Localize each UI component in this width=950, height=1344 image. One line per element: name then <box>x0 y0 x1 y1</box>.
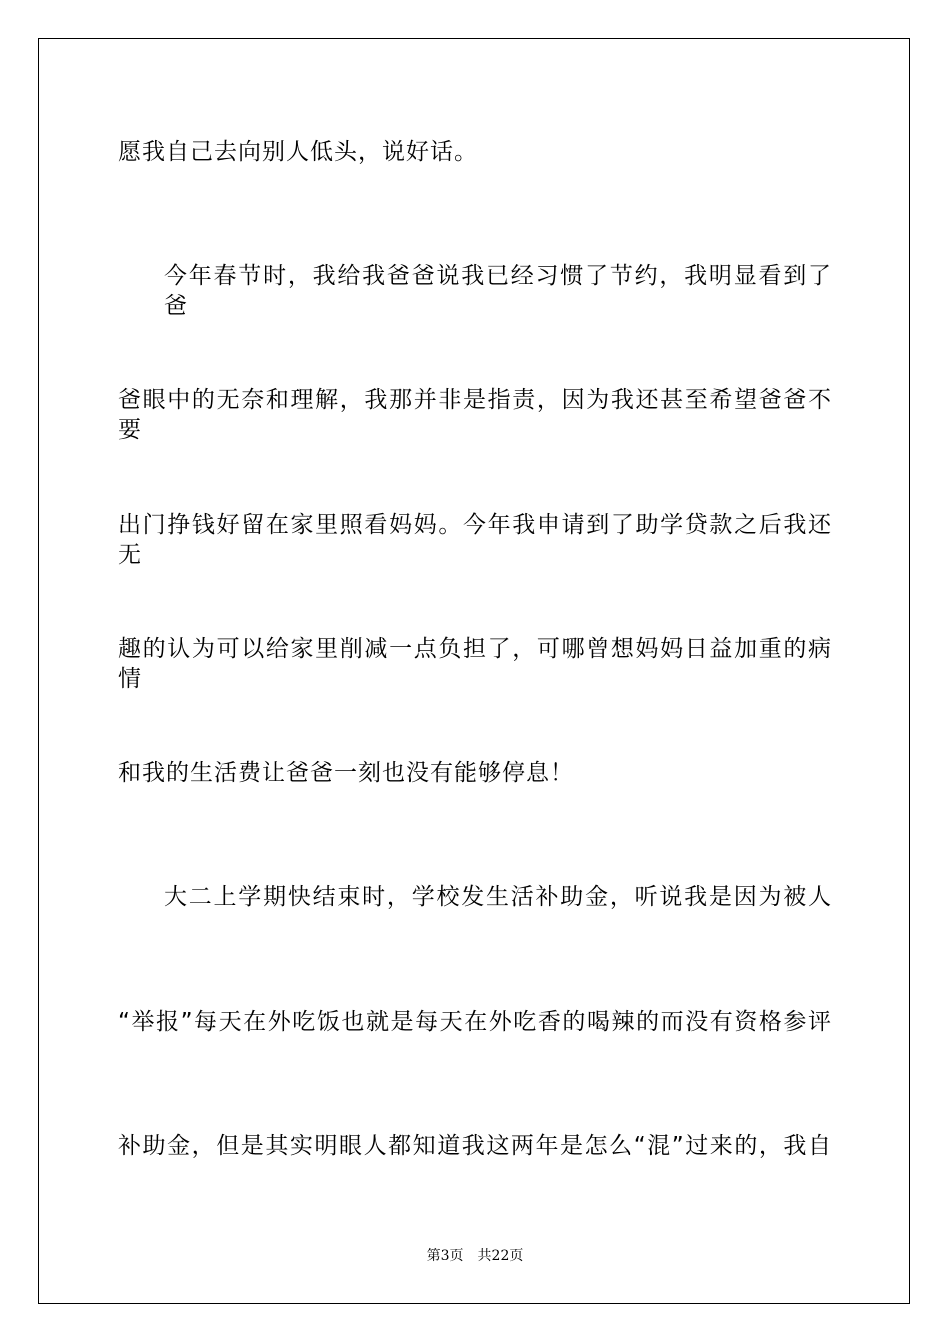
paragraph-start-line: 大二上学期快结束时，学校发生活补助金，听说我是因为被人 <box>164 884 832 910</box>
text-line: 趣的认为可以给家里削减一点负担了，可哪曾想妈妈日益加重的病情 <box>118 636 832 692</box>
text-line: 补助金，但是其实明眼人都知道我这两年是怎么“混”过来的，我自 <box>118 1133 832 1159</box>
text-line: “举报”每天在外吃饭也就是每天在外吃香的喝辣的而没有资格参评 <box>118 1009 832 1035</box>
text-line: 和我的生活费让爸爸一刻也没有能够停息！ <box>118 760 574 786</box>
paragraph-start-line: 今年春节时，我给我爸爸说我已经习惯了节约，我明显看到了爸 <box>164 263 832 319</box>
page-frame <box>38 38 910 1304</box>
text-line: 愿我自己去向别人低头，说好话。 <box>118 139 478 165</box>
text-line: 出门挣钱好留在家里照看妈妈。今年我申请到了助学贷款之后我还无 <box>118 512 832 568</box>
page-number-footer: 第3页 共22页 <box>426 1248 524 1264</box>
text-line: 爸眼中的无奈和理解，我那并非是指责，因为我还甚至希望爸爸不要 <box>118 387 832 443</box>
